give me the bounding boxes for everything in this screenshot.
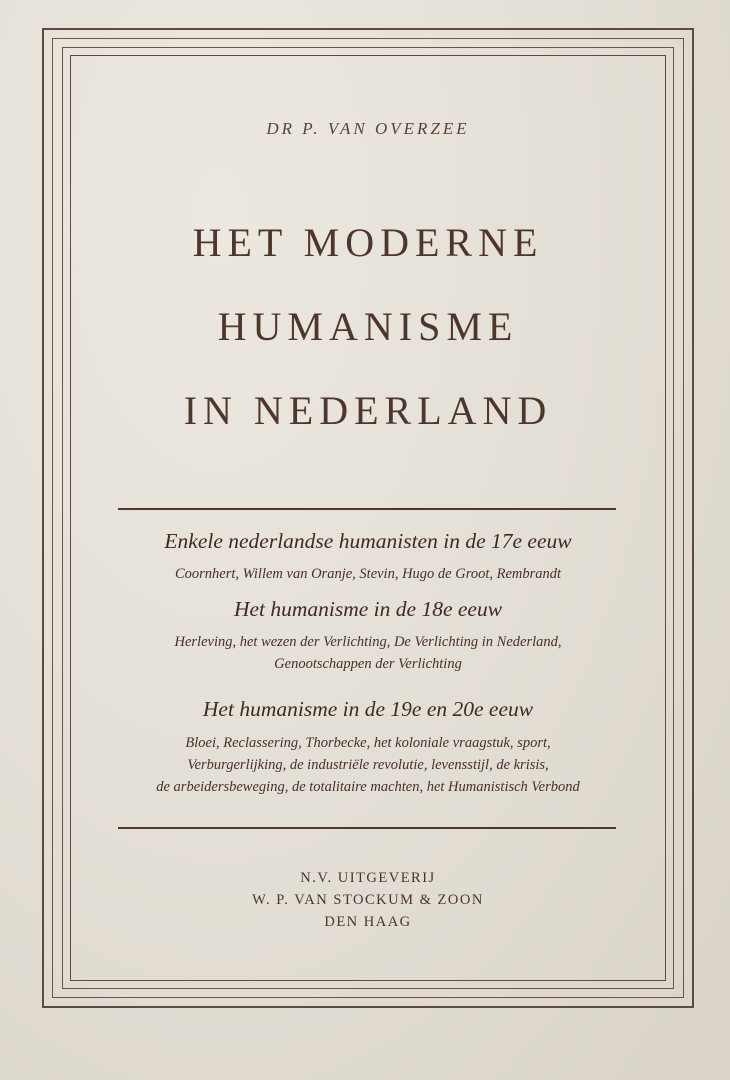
section-3-topics-line: de arbeidersbeweging, de totalitaire machten, het Humanistisch Verbond [156,779,580,795]
section-1-heading: Enkele nederlandse humanisten in de 17e eeuw [164,529,572,553]
section-3-topics-line: Verburgerlijking, de industriële revolutie, levensstijl, de krisis, [187,757,549,773]
section-1-topics [72,563,664,585]
title-line-2: HUMANISME [217,304,519,349]
section-3-topics-line: Bloei, Reclassering, Thorbecke, het koloniale vraagstuk, sport, [185,735,551,751]
divider-bottom [118,827,616,829]
author-name: DR P. VAN OVERZEE [266,119,470,138]
section-2-topics-line: Herleving, het wezen der Verlichting, De Verlichting in Nederland, [174,634,562,650]
section-2-heading: Het humanisme in de 18e eeuw [233,597,503,621]
section-2-topics [72,631,664,675]
section-3-topics [72,732,664,798]
divider-top [118,508,616,510]
section-3-heading: Het humanisme in de 19e en 20e eeuw [202,697,534,721]
publisher-line-1: N.V. UITGEVERIJ [300,870,436,886]
publisher-block [72,867,664,933]
cover-content [72,57,664,979]
publisher-line-3: DEN HAAG [324,914,412,930]
title-line-1: HET MODERNE [192,220,544,265]
publisher-line-2: W. P. VAN STOCKUM & ZOON [252,892,484,908]
section-2-topics-line: Genootschappen der Verlichting [274,656,462,672]
title-line-3: IN NEDERLAND [183,388,553,433]
section-1-topics-line: Coornhert, Willem van Oranje, Stevin, Hugo de Groot, Rembrandt [174,566,562,582]
